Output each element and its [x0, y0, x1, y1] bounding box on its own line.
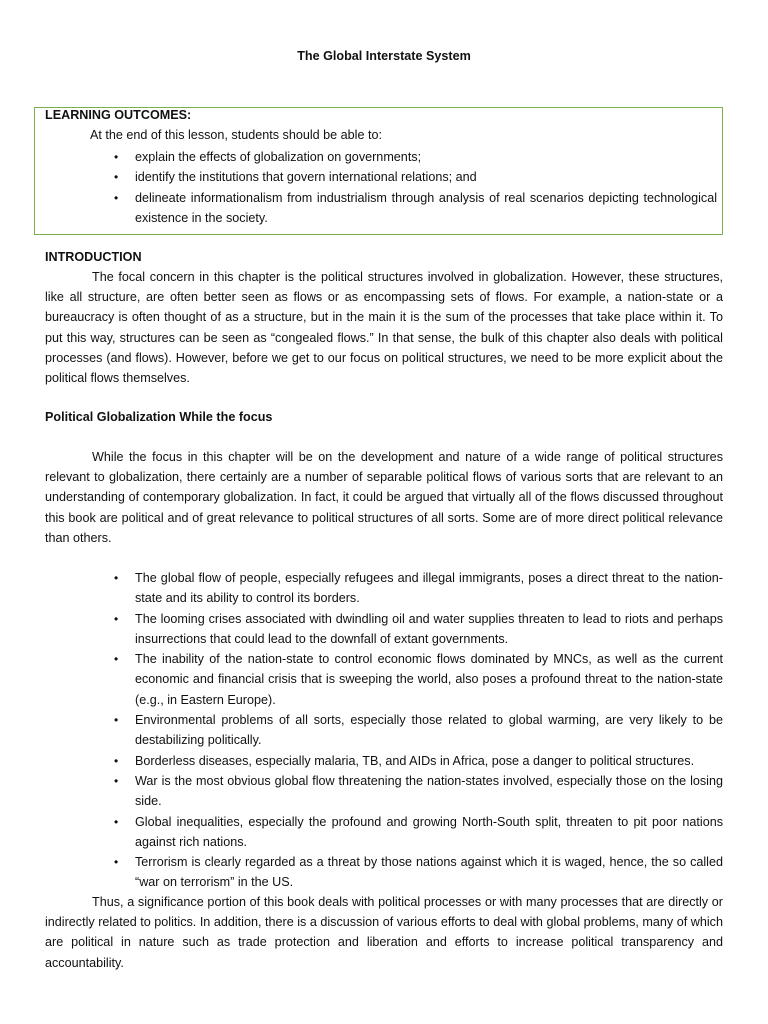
bullet-icon: •	[114, 611, 119, 626]
bullet-icon: •	[114, 190, 119, 205]
introduction-paragraph: The focal concern in this chapter is the political structures involved in globalization. However, these structures, like all structure, are often better seen as flows or as encompassing sets of flows. For example, a nation-state or a bureaucracy is often thought of as a structure, but in the main it is the sum of the processes that take place within it. To put this way, structures can be seen as “congealed flows.” In that sense, the bulk of this chapter also deals with political processes (and flows). However, before we get to our focus on political structures, we need to be more explicit about the political flows themselves.	[45, 270, 723, 386]
bullet-icon: •	[114, 855, 119, 870]
list-item: • Terrorism is clearly regarded as a threat by those nations against which it is waged, hence, the so called “war on terrorism” in the US.	[45, 852, 723, 893]
political-flows-list-container	[45, 568, 723, 893]
document-title: The Global Interstate System	[297, 49, 471, 63]
list-item: • identify the institutions that govern international relations; and	[45, 167, 723, 187]
learning-outcomes-intro: At the end of this lesson, students should be able to:	[90, 128, 382, 142]
learning-outcomes-list	[45, 147, 723, 228]
list-item: • delineate informationalism from industrialism through analysis of real scenarios depicting technological existence in the society.	[45, 188, 723, 229]
bullet-icon: •	[114, 713, 119, 728]
list-item: • Environmental problems of all sorts, especially those related to global warming, are very likely to be destabilizing politically.	[45, 710, 723, 751]
list-item: • Global inequalities, especially the profound and growing North-South split, threaten to pit poor nations against rich nations.	[45, 812, 723, 853]
list-item: • War is the most obvious global flow threatening the nation-states involved, especially those on the losing side.	[45, 771, 723, 812]
political-globalization-paragraph: While the focus in this chapter will be on the development and nature of a wide range of political structures relevant to globalization, there certainly are a number of separable political flows of various sorts that are relevant to an understanding of contemporary globalization. In fact, it could be argued that virtually all of the flows discussed throughout this book are political and of great relevance to political structures of all sorts. Some are of more direct political relevance than others.	[45, 450, 723, 545]
learning-outcomes-heading: LEARNING OUTCOMES:	[45, 108, 192, 122]
list-item: • The looming crises associated with dwindling oil and water supplies threaten to lead to riots and perhaps insurrections that could lead to the downfall of extant governments.	[45, 609, 723, 650]
list-item: • The global flow of people, especially refugees and illegal immigrants, poses a direct threat to the nation-state and its ability to control its borders.	[45, 568, 723, 609]
bullet-icon: •	[114, 753, 119, 768]
introduction-heading: INTRODUCTION	[45, 250, 142, 264]
list-item: • explain the effects of globalization on governments;	[45, 147, 723, 167]
closing-paragraph: Thus, a significance portion of this book deals with political processes or with many processes that are directly or indirectly related to politics. In addition, there is a discussion of various efforts to deal with global problems, many of which are political in nature such as trade protection and liberation and efforts to increase political transparency and accountability.	[45, 895, 723, 970]
political-flows-list	[45, 568, 723, 893]
list-item: • The inability of the nation-state to control economic flows dominated by MNCs, as well as the current economic and financial crisis that is sweeping the world, also poses a profound threat to the nation-state (e.g., in Eastern Europe).	[45, 649, 723, 710]
political-globalization-heading: Political Globalization While the focus	[45, 410, 273, 424]
list-item: • Borderless diseases, especially malaria, TB, and AIDs in Africa, pose a danger to political structures.	[45, 751, 723, 771]
bullet-icon: •	[114, 652, 119, 667]
bullet-icon: •	[114, 814, 119, 829]
bullet-icon: •	[114, 571, 119, 585]
bullet-icon: •	[114, 150, 119, 164]
bullet-icon: •	[114, 773, 119, 788]
bullet-icon: •	[114, 170, 119, 185]
